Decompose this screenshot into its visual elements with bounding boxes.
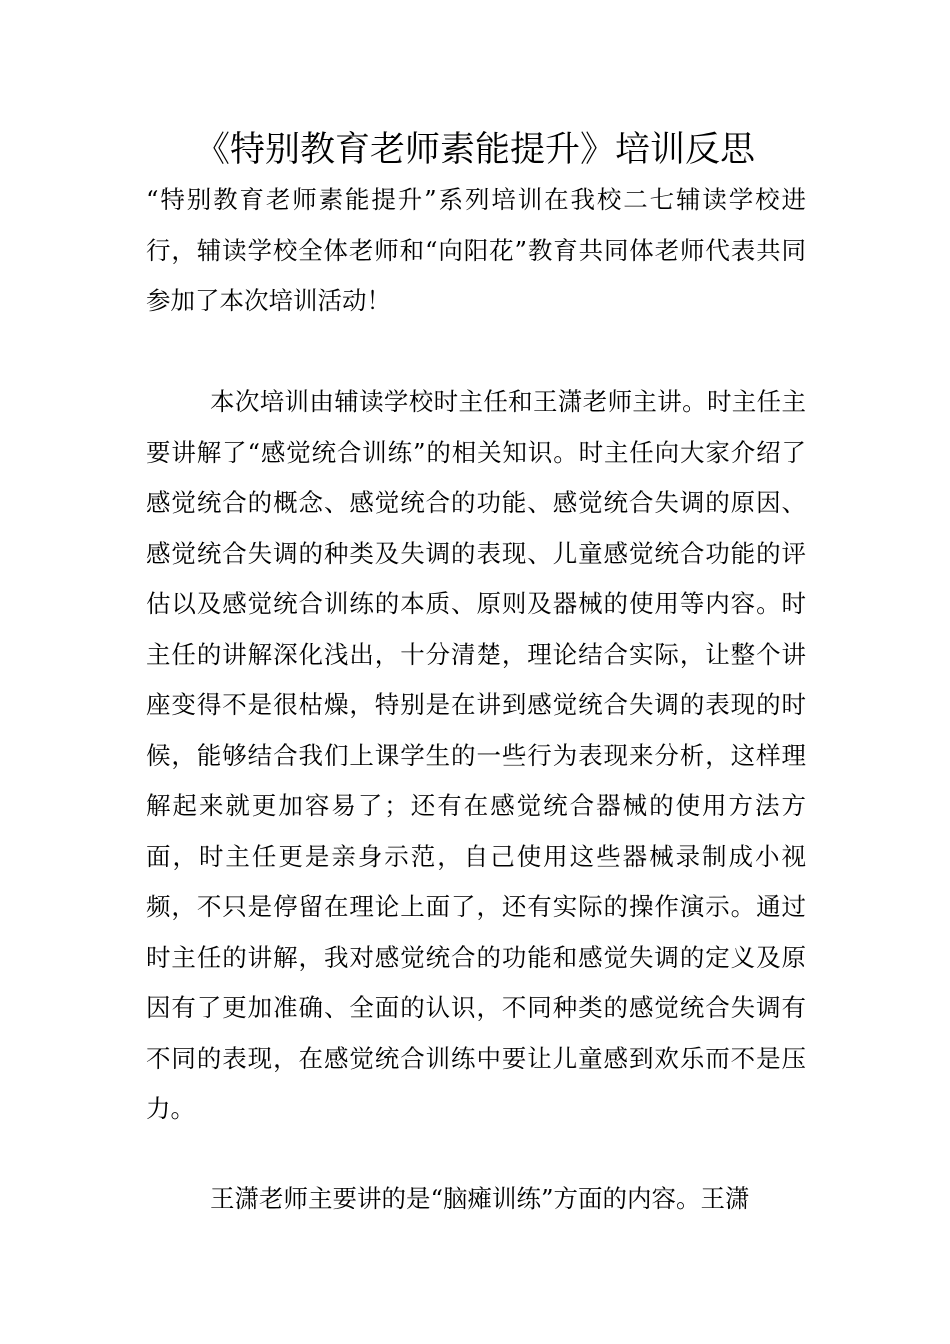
- paragraph-intro: “特别教育老师素能提升”系列培训在我校二七辅读学校进行，辅读学校全体老师和“向阳花”教育共同体老师代表共同参加了本次培训活动！: [146, 185, 806, 315]
- paragraph-sensory-integration: 本次培训由辅读学校时主任和王潇老师主讲。时主任主要讲解了“感觉统合训练”的相关知识。时主任向大家介绍了感觉统合的概念、感觉统合的功能、感觉统合失调的原因、感觉统合失调的种类及失调的表现、儿童感觉统合功能的评估以及感觉统合训练的本质、原则及器械的使用等内容。时主任的讲解深化浅出，十分清楚，理论结合实际，让整个讲座变得不是很枯燥，特别是在讲到感觉统合失调的表现的时候，能够结合我们上课学生的一些行为表现来分析，这样理解起来就更加容易了；还有在感觉统合器械的使用方法方面，时主任更是亲身示范，自己使用这些器械录制成小视频，不只是停留在理论上面了，还有实际的操作演示。通过时主任的讲解，我对感觉统合的功能和感觉失调的定义及原因有了更加准确、全面的认识，不同种类的感觉统合失调有不同的表现，在感觉统合训练中要让儿童感到欢乐而不是压力。: [146, 387, 806, 1123]
- document-title: 《特别教育老师素能提升》培训反思: [194, 130, 755, 170]
- paragraph-cerebral-palsy: 王潇老师主要讲的是“脑瘫训练”方面的内容。王潇: [210, 1184, 750, 1213]
